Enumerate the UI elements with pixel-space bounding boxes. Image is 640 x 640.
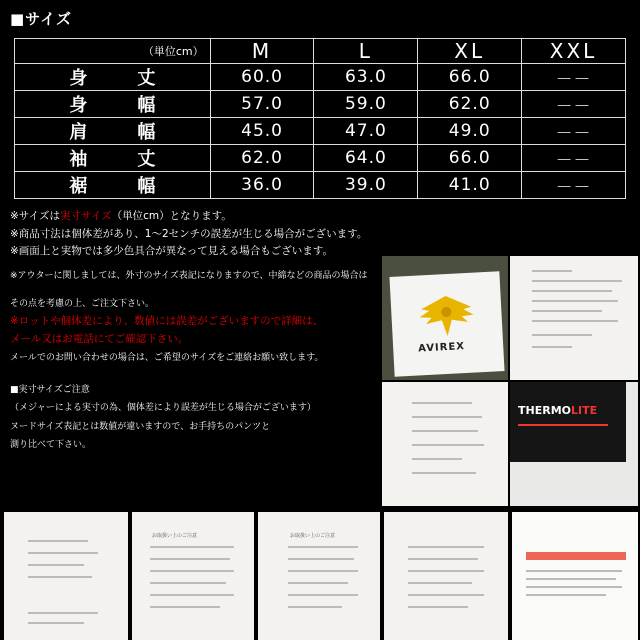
warning-line: メール又はお電話にてご確認下さい。 <box>10 333 189 345</box>
table-row <box>15 172 626 199</box>
tag-photo-1 <box>4 512 128 640</box>
table-cell: 66.0 <box>418 64 522 91</box>
table-cell: －－ <box>522 64 626 91</box>
table-row <box>15 145 626 172</box>
note-line: ※商品寸法は個体差があり、1～2センチの誤差が生じる場合がございます。 <box>10 228 368 240</box>
size-header-xl: XL <box>418 39 522 64</box>
table-cell: 47.0 <box>314 118 418 145</box>
table-cell: 41.0 <box>418 172 522 199</box>
table-cell: 63.0 <box>314 64 418 91</box>
note-heading: ■実寸サイズご注意 <box>10 385 90 395</box>
table-cell: 57.0 <box>210 91 314 118</box>
thermolite-photo <box>510 382 638 506</box>
table-row <box>15 91 626 118</box>
wing-logo-icon <box>389 271 504 377</box>
row-label-shoulder: 肩 幅 <box>15 118 211 145</box>
thermolite-tag <box>510 382 626 462</box>
table-row <box>15 118 626 145</box>
warning-line: ※ロットや個体差により、数値には誤差がございますので詳細は、 <box>10 315 324 327</box>
table-cell: 36.0 <box>210 172 314 199</box>
table-cell: 62.0 <box>418 91 522 118</box>
label-photo <box>382 256 508 380</box>
row-label-length: 身 丈 <box>15 64 211 91</box>
note-line: ※アウターに関しましては、外寸のサイズ表記になりますので、中綿などの商品の場合は <box>10 271 368 281</box>
thermolite-logo: THERMOLITE <box>518 404 598 417</box>
table-cell: 62.0 <box>210 145 314 172</box>
tag-photo-4 <box>384 512 508 640</box>
table-cell: －－ <box>522 172 626 199</box>
table-cell: 66.0 <box>418 145 522 172</box>
brand-label <box>389 271 504 377</box>
size-header-l: L <box>314 39 418 64</box>
table-cell: －－ <box>522 91 626 118</box>
table-cell: 45.0 <box>210 118 314 145</box>
table-cell: 60.0 <box>210 64 314 91</box>
tag-photo <box>382 382 508 506</box>
table-cell: 64.0 <box>314 145 418 172</box>
tag-photo-2 <box>132 512 254 640</box>
size-table <box>14 38 626 199</box>
note-line: ※画面上と実物では多少色具合が異なって見える場合もございます。 <box>10 245 333 257</box>
tag-caption: お取扱い上のご注意 <box>152 533 198 539</box>
table-cell: －－ <box>522 118 626 145</box>
row-label-width: 身 幅 <box>15 91 211 118</box>
brand-name: AVIREX <box>417 341 466 355</box>
table-row <box>15 64 626 91</box>
table-cell: －－ <box>522 145 626 172</box>
tag-caption: お取扱い上のご注意 <box>290 533 336 539</box>
section-title: ■サイズ <box>10 10 72 28</box>
table-cell: 49.0 <box>418 118 522 145</box>
tag-photo-3 <box>258 512 380 640</box>
note-line: その点を考慮の上、ご注文下さい。 <box>10 299 155 309</box>
size-header-m: M <box>210 39 314 64</box>
note-line: 測り比べて下さい。 <box>10 440 92 450</box>
thermolite-card-photo <box>512 512 638 640</box>
row-label-hem: 裾 幅 <box>15 172 211 199</box>
size-table-header <box>15 39 626 64</box>
size-header-xxl: XXL <box>522 39 626 64</box>
care-tag-photo <box>510 256 638 380</box>
note-line: ※サイズは実寸サイズ（単位cm）となります。 <box>10 210 232 222</box>
note-line: （メジャーによる実寸の為、個体差により誤差が生じる場合がございます） <box>10 403 316 413</box>
row-label-sleeve: 袖 丈 <box>15 145 211 172</box>
unit-label: （単位cm） <box>15 39 211 64</box>
note-line: メールでのお問い合わせの場合は、ご希望のサイズをご連絡お願い致します。 <box>10 353 324 363</box>
table-cell: 59.0 <box>314 91 418 118</box>
note-line: ヌードサイズ表記とは数値が違いますので、お手持ちのパンツと <box>10 422 271 432</box>
table-cell: 39.0 <box>314 172 418 199</box>
